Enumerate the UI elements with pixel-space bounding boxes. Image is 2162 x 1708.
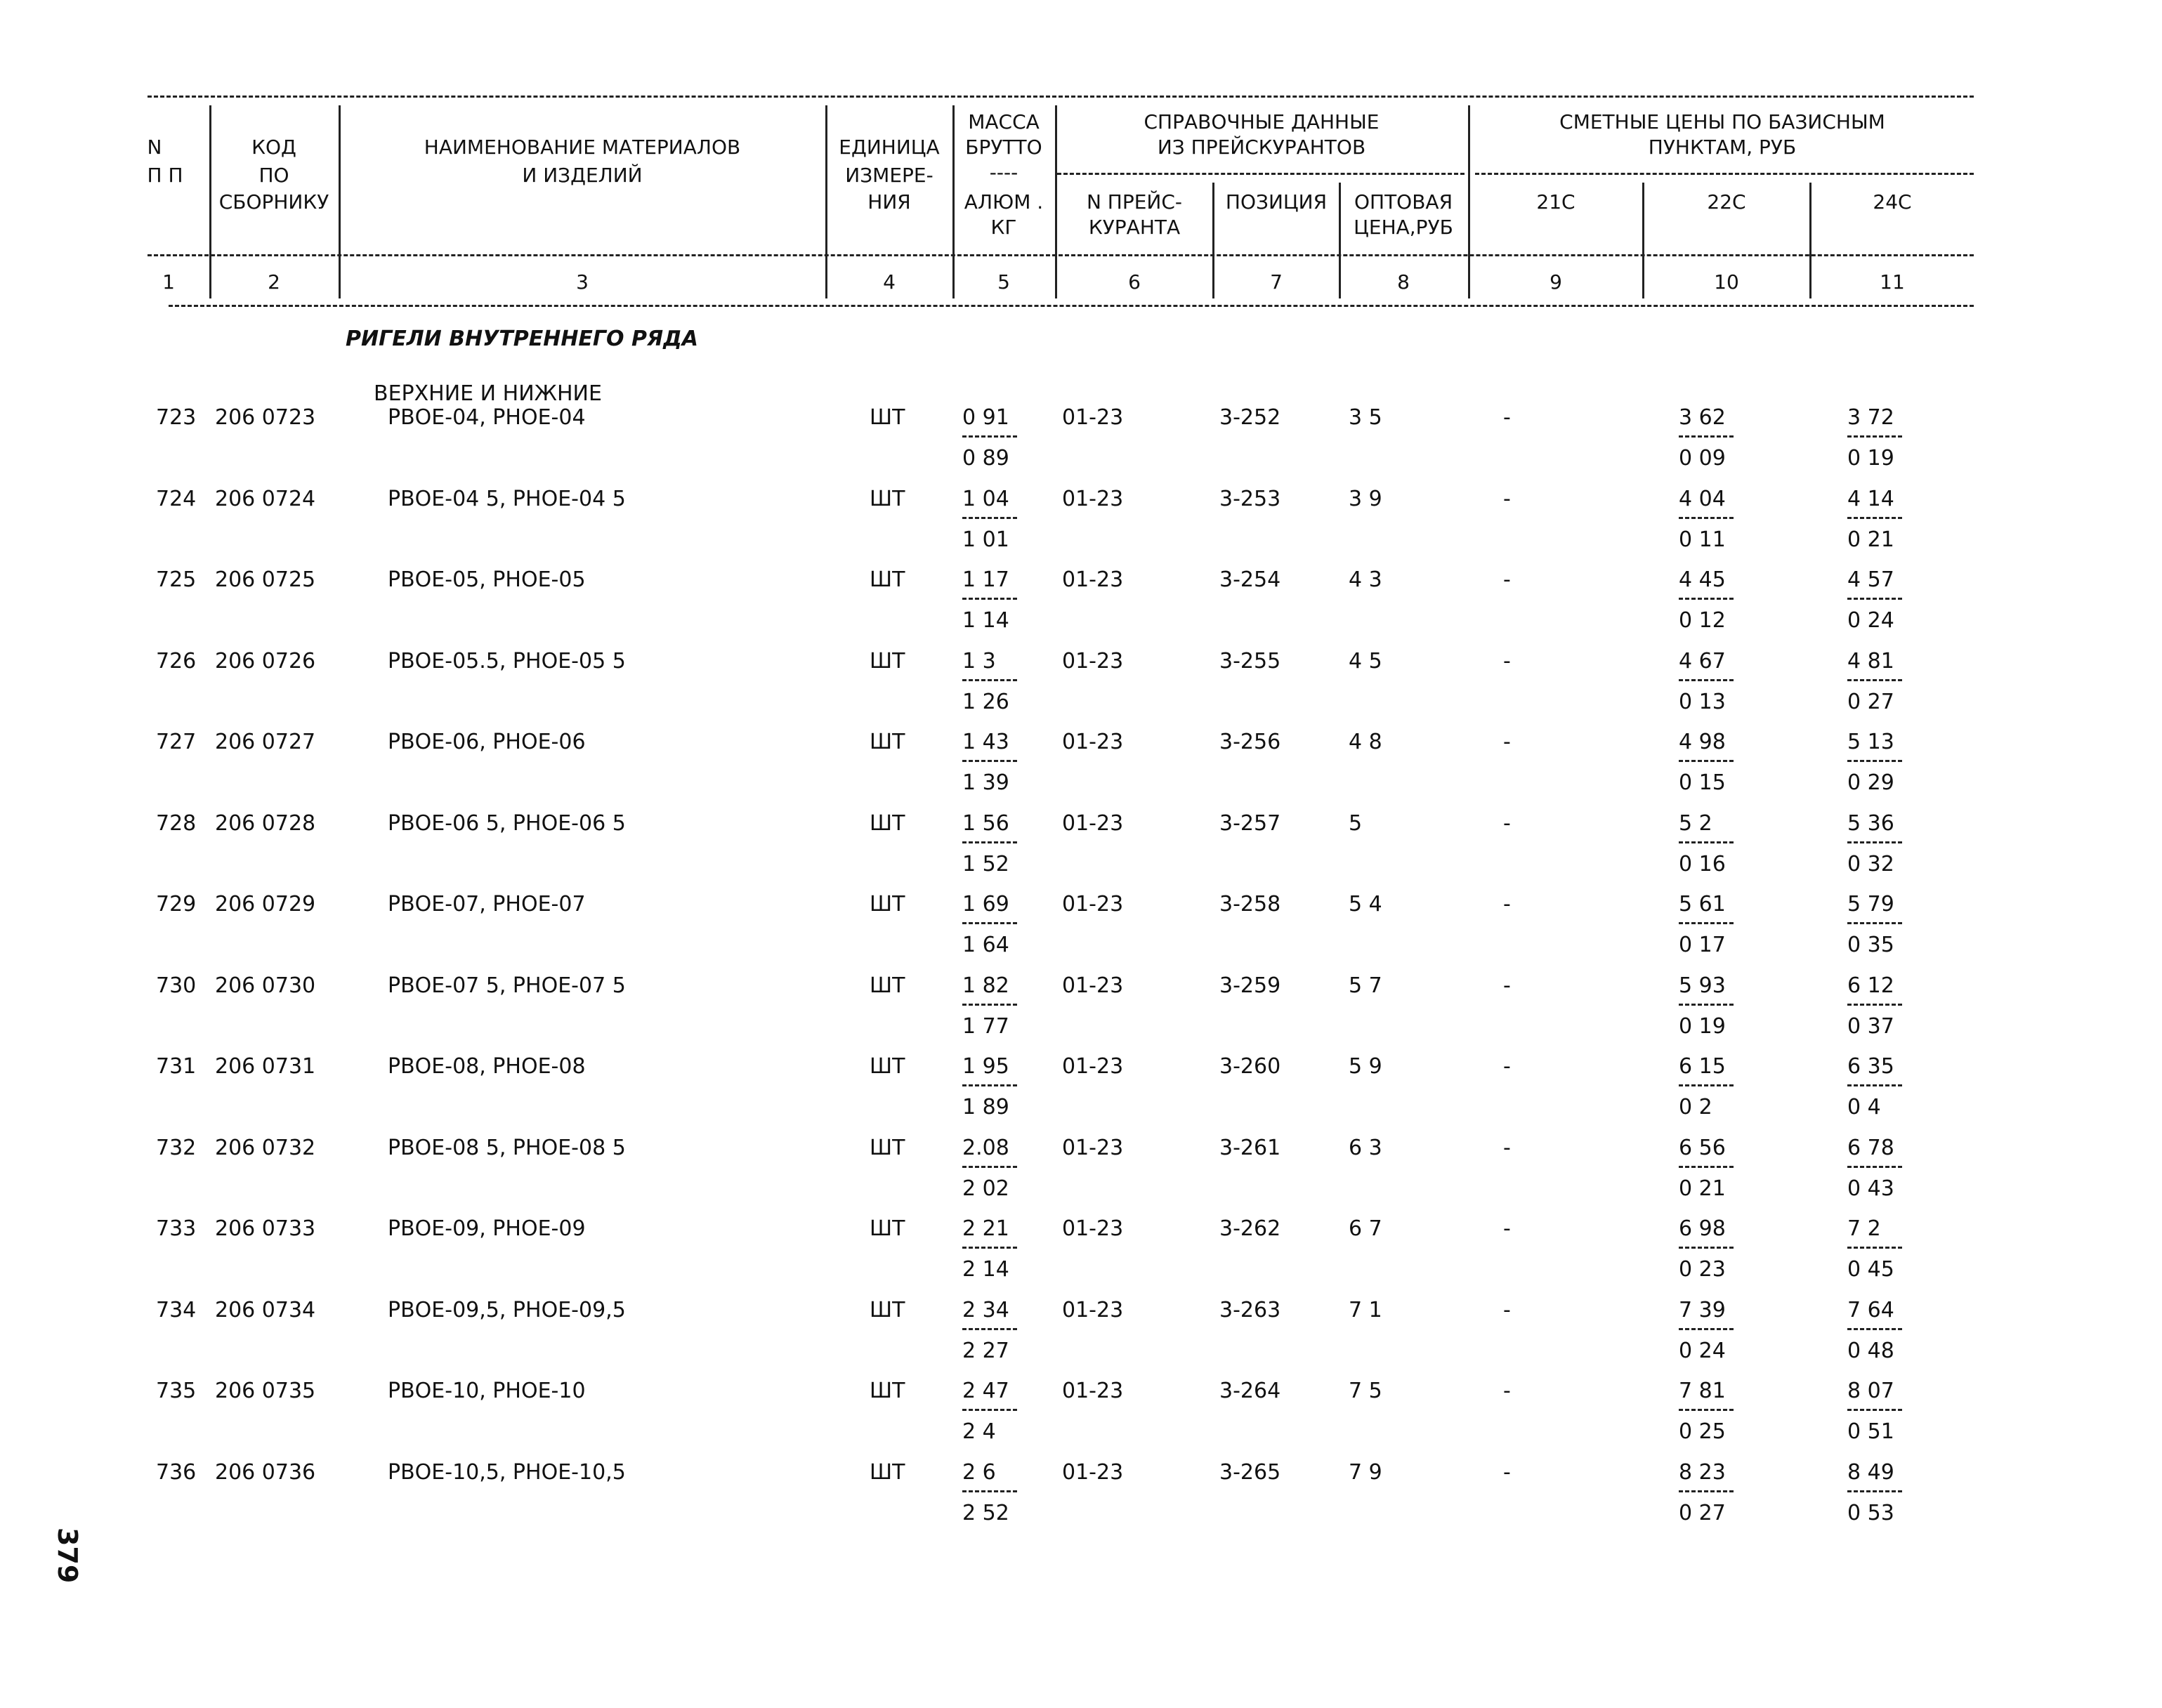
row-code: 206 0730 <box>215 973 316 998</box>
row-mass-alum: 1 89 <box>962 1095 1009 1119</box>
row-price-22c-extra: 0 23 <box>1679 1257 1726 1282</box>
row-name: РВОЕ-05, РНОЕ-05 <box>388 567 586 592</box>
row-pricelist: 01-23 <box>1062 487 1124 511</box>
row-unit: ШТ <box>870 405 905 430</box>
row-code: 206 0723 <box>215 405 316 430</box>
row-mass: 1 04 <box>962 487 1009 511</box>
row-pricelist: 01-23 <box>1062 405 1124 430</box>
row-pricelist: 01-23 <box>1062 892 1124 917</box>
c11-underline <box>1847 435 1902 438</box>
hdr-price-group-line2: ПУНКТАМ, РУБ <box>1648 136 1797 159</box>
row-mass: 1 69 <box>962 892 1009 917</box>
row-mass-alum: 1 52 <box>962 852 1009 876</box>
row-wholesale-price: 5 7 <box>1349 973 1382 998</box>
row-unit: ШТ <box>870 649 905 674</box>
row-price-21c: - <box>1503 892 1511 917</box>
row-pricelist: 01-23 <box>1062 1136 1124 1160</box>
row-number: 731 <box>156 1054 197 1079</box>
row-mass: 1 3 <box>962 649 996 674</box>
row-position: 3-260 <box>1219 1054 1281 1079</box>
col-number-8: 8 <box>1397 270 1410 294</box>
hdr-col4-line2: ИЗМЕРЕ- <box>845 164 933 187</box>
row-price-22c: 6 98 <box>1679 1216 1726 1241</box>
row-price-22c-extra: 0 12 <box>1679 608 1726 633</box>
row-name: РВОЕ-06, РНОЕ-06 <box>388 730 586 754</box>
hdr-col3-line1: НАИМЕНОВАНИЕ МАТЕРИАЛОВ <box>424 136 741 159</box>
row-price-21c: - <box>1503 973 1511 998</box>
row-unit: ШТ <box>870 973 905 998</box>
row-mass: 1 82 <box>962 973 1009 998</box>
hdr-ref-group-line2: ИЗ ПРЕЙСКУРАНТОВ <box>1157 136 1366 159</box>
row-mass: 1 56 <box>962 811 1009 836</box>
hdr-ref-group-line1: СПРАВОЧНЫЕ ДАННЫЕ <box>1144 110 1380 133</box>
mass-underline <box>962 922 1017 924</box>
row-pricelist: 01-23 <box>1062 649 1124 674</box>
row-name: РВОЕ-09,5, РНОЕ-09,5 <box>388 1298 626 1322</box>
row-number: 735 <box>156 1379 197 1403</box>
row-price-22c: 7 81 <box>1679 1379 1726 1403</box>
row-mass: 1 43 <box>962 730 1009 754</box>
row-pricelist: 01-23 <box>1062 730 1124 754</box>
row-position: 3-258 <box>1219 892 1281 917</box>
c11-underline <box>1847 1004 1902 1006</box>
row-price-22c-extra: 0 19 <box>1679 1014 1726 1039</box>
row-wholesale-price: 3 5 <box>1349 405 1382 430</box>
hdr-price-group-line1: СМЕТНЫЕ ЦЕНЫ ПО БАЗИСНЫМ <box>1559 110 1885 133</box>
row-price-24c-extra: 0 4 <box>1847 1095 1881 1119</box>
row-price-22c: 5 2 <box>1679 811 1712 836</box>
c11-underline <box>1847 1490 1902 1492</box>
mass-underline <box>962 760 1017 762</box>
c11-underline <box>1847 679 1902 681</box>
row-price-24c-extra: 0 43 <box>1847 1176 1894 1201</box>
row-price-24c: 6 78 <box>1847 1136 1894 1160</box>
row-code: 206 0725 <box>215 567 316 592</box>
row-mass: 2 21 <box>962 1216 1009 1241</box>
row-price-22c-extra: 0 25 <box>1679 1419 1726 1444</box>
row-pricelist: 01-23 <box>1062 1298 1124 1322</box>
row-name: РВОЕ-10, РНОЕ-10 <box>388 1379 586 1403</box>
row-wholesale-price: 5 4 <box>1349 892 1382 917</box>
row-price-24c: 7 2 <box>1847 1216 1881 1241</box>
row-number: 730 <box>156 973 197 998</box>
row-unit: ШТ <box>870 811 905 836</box>
row-price-24c-extra: 0 35 <box>1847 933 1894 957</box>
hdr-col2-line1: КОД <box>251 136 296 159</box>
row-code: 206 0733 <box>215 1216 316 1241</box>
row-price-24c: 3 72 <box>1847 405 1894 430</box>
c11-underline <box>1847 1328 1902 1330</box>
row-code: 206 0728 <box>215 811 316 836</box>
col-sep-2 <box>339 105 341 298</box>
row-wholesale-price: 3 9 <box>1349 487 1382 511</box>
row-price-24c: 5 79 <box>1847 892 1894 917</box>
col-number-10: 10 <box>1714 270 1739 294</box>
hdr-col5-line4: АЛЮМ . <box>964 190 1044 214</box>
row-price-22c: 8 23 <box>1679 1460 1726 1485</box>
hdr-col7-line1: ПОЗИЦИЯ <box>1225 190 1328 214</box>
page-number: 379 <box>52 1528 83 1584</box>
c11-underline <box>1847 1166 1902 1168</box>
row-mass-alum: 0 89 <box>962 446 1009 471</box>
c11-underline <box>1847 1247 1902 1249</box>
col-number-2: 2 <box>268 270 280 294</box>
row-price-22c-extra: 0 09 <box>1679 446 1726 471</box>
mass-underline <box>962 1409 1017 1411</box>
row-position: 3-261 <box>1219 1136 1281 1160</box>
row-price-24c-extra: 0 37 <box>1847 1014 1894 1039</box>
row-price-21c: - <box>1503 1298 1511 1322</box>
c10-underline <box>1679 760 1734 762</box>
c11-underline <box>1847 598 1902 600</box>
row-price-24c-extra: 0 29 <box>1847 770 1894 795</box>
row-mass-alum: 2 52 <box>962 1501 1009 1525</box>
mass-underline <box>962 517 1017 519</box>
row-position: 3-259 <box>1219 973 1281 998</box>
c10-underline <box>1679 1084 1734 1086</box>
col-number-11: 11 <box>1880 270 1905 294</box>
hdr-col5-line5: КГ <box>990 216 1017 239</box>
c11-underline <box>1847 760 1902 762</box>
row-name: РВОЕ-09, РНОЕ-09 <box>388 1216 586 1241</box>
c10-underline <box>1679 1247 1734 1249</box>
c10-underline <box>1679 1004 1734 1006</box>
row-unit: ШТ <box>870 567 905 592</box>
c10-underline <box>1679 1166 1734 1168</box>
hdr-col2-line2: ПО <box>258 164 289 187</box>
row-price-24c: 5 13 <box>1847 730 1894 754</box>
row-price-22c: 4 67 <box>1679 649 1726 674</box>
col-number-1: 1 <box>162 270 175 294</box>
c11-underline <box>1847 1409 1902 1411</box>
row-mass-alum: 1 64 <box>962 933 1009 957</box>
c10-underline <box>1679 598 1734 600</box>
row-mass-alum: 1 01 <box>962 527 1009 552</box>
row-number: 729 <box>156 892 197 917</box>
row-price-24c-extra: 0 45 <box>1847 1257 1894 1282</box>
col-number-5: 5 <box>997 270 1010 294</box>
hdr-col9: 21С <box>1536 190 1575 214</box>
row-price-24c: 6 35 <box>1847 1054 1894 1079</box>
row-pricelist: 01-23 <box>1062 1379 1124 1403</box>
row-price-22c-extra: 0 24 <box>1679 1339 1726 1363</box>
row-pricelist: 01-23 <box>1062 567 1124 592</box>
row-price-24c: 4 81 <box>1847 649 1894 674</box>
row-unit: ШТ <box>870 1216 905 1241</box>
row-price-21c: - <box>1503 487 1511 511</box>
row-number: 727 <box>156 730 197 754</box>
row-price-24c-extra: 0 32 <box>1847 852 1894 876</box>
row-position: 3-263 <box>1219 1298 1281 1322</box>
row-mass-alum: 1 77 <box>962 1014 1009 1039</box>
row-number: 736 <box>156 1460 197 1485</box>
row-price-22c-extra: 0 13 <box>1679 690 1726 714</box>
header-top-rule <box>148 96 1974 98</box>
hdr-col4-line1: ЕДИНИЦА <box>839 136 940 159</box>
row-mass-alum: 2 14 <box>962 1257 1009 1282</box>
row-price-22c-extra: 0 11 <box>1679 527 1726 552</box>
row-unit: ШТ <box>870 1298 905 1322</box>
row-number: 723 <box>156 405 197 430</box>
row-wholesale-price: 7 1 <box>1349 1298 1382 1322</box>
c10-underline <box>1679 517 1734 519</box>
row-price-22c: 5 93 <box>1679 973 1726 998</box>
c10-underline <box>1679 435 1734 438</box>
row-mass: 2 34 <box>962 1298 1009 1322</box>
row-wholesale-price: 7 9 <box>1349 1460 1382 1485</box>
row-price-24c: 8 07 <box>1847 1379 1894 1403</box>
hdr-col8-line1: ОПТОВАЯ <box>1354 190 1453 214</box>
row-name: РВОЕ-08, РНОЕ-08 <box>388 1054 586 1079</box>
row-mass: 1 17 <box>962 567 1009 592</box>
section-title: РИГЕЛИ ВНУТРЕННЕГО РЯДА <box>346 327 699 351</box>
hdr-col10: 22С <box>1707 190 1746 214</box>
row-unit: ШТ <box>870 730 905 754</box>
c11-underline <box>1847 1084 1902 1086</box>
row-price-21c: - <box>1503 1460 1511 1485</box>
hdr-col1-line1: N <box>147 136 162 159</box>
row-price-22c-extra: 0 17 <box>1679 933 1726 957</box>
mass-underline <box>962 679 1017 681</box>
row-wholesale-price: 7 5 <box>1349 1379 1382 1403</box>
row-mass-alum: 2 02 <box>962 1176 1009 1201</box>
row-price-22c: 6 56 <box>1679 1136 1726 1160</box>
row-unit: ШТ <box>870 892 905 917</box>
row-unit: ШТ <box>870 1379 905 1403</box>
header-bottom-rule <box>169 305 1974 307</box>
row-pricelist: 01-23 <box>1062 1460 1124 1485</box>
row-mass-alum: 1 14 <box>962 608 1009 633</box>
row-position: 3-253 <box>1219 487 1281 511</box>
row-price-21c: - <box>1503 405 1511 430</box>
col-number-9: 9 <box>1550 270 1562 294</box>
row-position: 3-265 <box>1219 1460 1281 1485</box>
mass-underline <box>962 1328 1017 1330</box>
row-name: РВОЕ-04 5, РНОЕ-04 5 <box>388 487 626 511</box>
hdr-col6-line2: КУРАНТА <box>1088 216 1181 239</box>
mass-underline <box>962 1004 1017 1006</box>
row-position: 3-256 <box>1219 730 1281 754</box>
row-pricelist: 01-23 <box>1062 973 1124 998</box>
row-price-21c: - <box>1503 567 1511 592</box>
row-price-22c: 6 15 <box>1679 1054 1726 1079</box>
row-mass: 2.08 <box>962 1136 1009 1160</box>
row-code: 206 0724 <box>215 487 316 511</box>
row-wholesale-price: 4 5 <box>1349 649 1382 674</box>
row-number: 728 <box>156 811 197 836</box>
mass-underline <box>962 435 1017 438</box>
row-price-24c: 4 14 <box>1847 487 1894 511</box>
col-number-6: 6 <box>1128 270 1141 294</box>
mass-underline <box>962 1084 1017 1086</box>
row-price-21c: - <box>1503 730 1511 754</box>
row-price-22c: 3 62 <box>1679 405 1726 430</box>
hdr-col3-line2: И ИЗДЕЛИЙ <box>522 164 643 187</box>
row-price-21c: - <box>1503 649 1511 674</box>
row-mass-alum: 2 27 <box>962 1339 1009 1363</box>
hdr-col8-line2: ЦЕНА,РУБ <box>1354 216 1453 239</box>
price-group-rule <box>1475 173 1974 175</box>
row-price-22c: 4 98 <box>1679 730 1726 754</box>
hdr-col1-line2: П П <box>147 164 183 187</box>
row-name: РВОЕ-04, РНОЕ-04 <box>388 405 586 430</box>
row-position: 3-254 <box>1219 567 1281 592</box>
row-price-21c: - <box>1503 1136 1511 1160</box>
row-price-24c-extra: 0 21 <box>1847 527 1894 552</box>
row-name: РВОЕ-10,5, РНОЕ-10,5 <box>388 1460 626 1485</box>
row-price-24c-extra: 0 48 <box>1847 1339 1894 1363</box>
row-code: 206 0734 <box>215 1298 316 1322</box>
row-price-22c: 5 61 <box>1679 892 1726 917</box>
row-wholesale-price: 6 3 <box>1349 1136 1382 1160</box>
hdr-col2-line3: СБОРНИКУ <box>218 190 329 214</box>
row-code: 206 0727 <box>215 730 316 754</box>
row-name: РВОЕ-07 5, РНОЕ-07 5 <box>388 973 626 998</box>
hdr-col6-line1: N ПРЕЙС- <box>1086 190 1183 214</box>
row-position: 3-257 <box>1219 811 1281 836</box>
row-code: 206 0726 <box>215 649 316 674</box>
c10-underline <box>1679 841 1734 843</box>
mass-underline <box>962 1166 1017 1168</box>
mass-underline <box>962 841 1017 843</box>
c11-underline <box>1847 517 1902 519</box>
row-code: 206 0736 <box>215 1460 316 1485</box>
row-price-21c: - <box>1503 1216 1511 1241</box>
row-mass-alum: 1 39 <box>962 770 1009 795</box>
c11-underline <box>1847 841 1902 843</box>
row-pricelist: 01-23 <box>1062 811 1124 836</box>
col-number-7: 7 <box>1270 270 1283 294</box>
hdr-col5-line3: ---- <box>989 161 1018 184</box>
row-price-21c: - <box>1503 1379 1511 1403</box>
row-mass: 2 47 <box>962 1379 1009 1403</box>
row-pricelist: 01-23 <box>1062 1216 1124 1241</box>
row-mass: 2 6 <box>962 1460 996 1485</box>
row-mass-alum: 2 4 <box>962 1419 996 1444</box>
c10-underline <box>1679 922 1734 924</box>
row-code: 206 0731 <box>215 1054 316 1079</box>
row-number: 724 <box>156 487 197 511</box>
row-position: 3-262 <box>1219 1216 1281 1241</box>
sub-title: ВЕРХНИЕ И НИЖНИЕ <box>374 381 602 406</box>
row-price-22c-extra: 0 16 <box>1679 852 1726 876</box>
row-unit: ШТ <box>870 1136 905 1160</box>
c10-underline <box>1679 679 1734 681</box>
c11-underline <box>1847 922 1902 924</box>
row-wholesale-price: 5 9 <box>1349 1054 1382 1079</box>
c10-underline <box>1679 1490 1734 1492</box>
row-number: 733 <box>156 1216 197 1241</box>
row-code: 206 0735 <box>215 1379 316 1403</box>
row-price-24c-extra: 0 53 <box>1847 1501 1894 1525</box>
row-number: 726 <box>156 649 197 674</box>
row-price-24c: 5 36 <box>1847 811 1894 836</box>
row-mass: 1 95 <box>962 1054 1009 1079</box>
row-price-24c: 8 49 <box>1847 1460 1894 1485</box>
row-price-22c-extra: 0 21 <box>1679 1176 1726 1201</box>
row-price-24c-extra: 0 51 <box>1847 1419 1894 1444</box>
row-code: 206 0729 <box>215 892 316 917</box>
row-price-22c-extra: 0 2 <box>1679 1095 1712 1119</box>
row-unit: ШТ <box>870 1054 905 1079</box>
row-price-24c-extra: 0 19 <box>1847 446 1894 471</box>
row-price-22c-extra: 0 15 <box>1679 770 1726 795</box>
row-wholesale-price: 4 3 <box>1349 567 1382 592</box>
mass-underline <box>962 1490 1017 1492</box>
col-number-3: 3 <box>576 270 589 294</box>
header-mid-rule <box>148 254 1974 256</box>
row-price-22c: 7 39 <box>1679 1298 1726 1322</box>
ref-group-rule <box>1057 173 1465 175</box>
row-price-22c: 4 04 <box>1679 487 1726 511</box>
row-price-24c: 6 12 <box>1847 973 1894 998</box>
row-unit: ШТ <box>870 1460 905 1485</box>
row-name: РВОЕ-06 5, РНОЕ-06 5 <box>388 811 626 836</box>
row-name: РВОЕ-07, РНОЕ-07 <box>388 892 586 917</box>
row-number: 732 <box>156 1136 197 1160</box>
c10-underline <box>1679 1328 1734 1330</box>
hdr-col5-line1: МАССА <box>968 110 1040 133</box>
row-pricelist: 01-23 <box>1062 1054 1124 1079</box>
row-number: 725 <box>156 567 197 592</box>
row-price-24c: 7 64 <box>1847 1298 1894 1322</box>
row-name: РВОЕ-05.5, РНОЕ-05 5 <box>388 649 626 674</box>
row-code: 206 0732 <box>215 1136 316 1160</box>
row-mass: 0 91 <box>962 405 1009 430</box>
row-wholesale-price: 4 8 <box>1349 730 1382 754</box>
mass-underline <box>962 1247 1017 1249</box>
row-mass-alum: 1 26 <box>962 690 1009 714</box>
hdr-col5-line2: БРУТТО <box>965 136 1042 159</box>
row-position: 3-264 <box>1219 1379 1281 1403</box>
row-price-21c: - <box>1503 1054 1511 1079</box>
mass-underline <box>962 598 1017 600</box>
row-position: 3-255 <box>1219 649 1281 674</box>
row-wholesale-price: 5 <box>1349 811 1363 836</box>
row-price-24c-extra: 0 27 <box>1847 690 1894 714</box>
row-name: РВОЕ-08 5, РНОЕ-08 5 <box>388 1136 626 1160</box>
row-unit: ШТ <box>870 487 905 511</box>
row-price-24c: 4 57 <box>1847 567 1894 592</box>
row-price-22c-extra: 0 27 <box>1679 1501 1726 1525</box>
row-number: 734 <box>156 1298 197 1322</box>
row-price-21c: - <box>1503 811 1511 836</box>
row-price-22c: 4 45 <box>1679 567 1726 592</box>
row-wholesale-price: 6 7 <box>1349 1216 1382 1241</box>
row-position: 3-252 <box>1219 405 1281 430</box>
c10-underline <box>1679 1409 1734 1411</box>
hdr-col11: 24С <box>1873 190 1912 214</box>
col-number-4: 4 <box>883 270 896 294</box>
row-price-24c-extra: 0 24 <box>1847 608 1894 633</box>
hdr-col4-line3: НИЯ <box>867 190 911 214</box>
